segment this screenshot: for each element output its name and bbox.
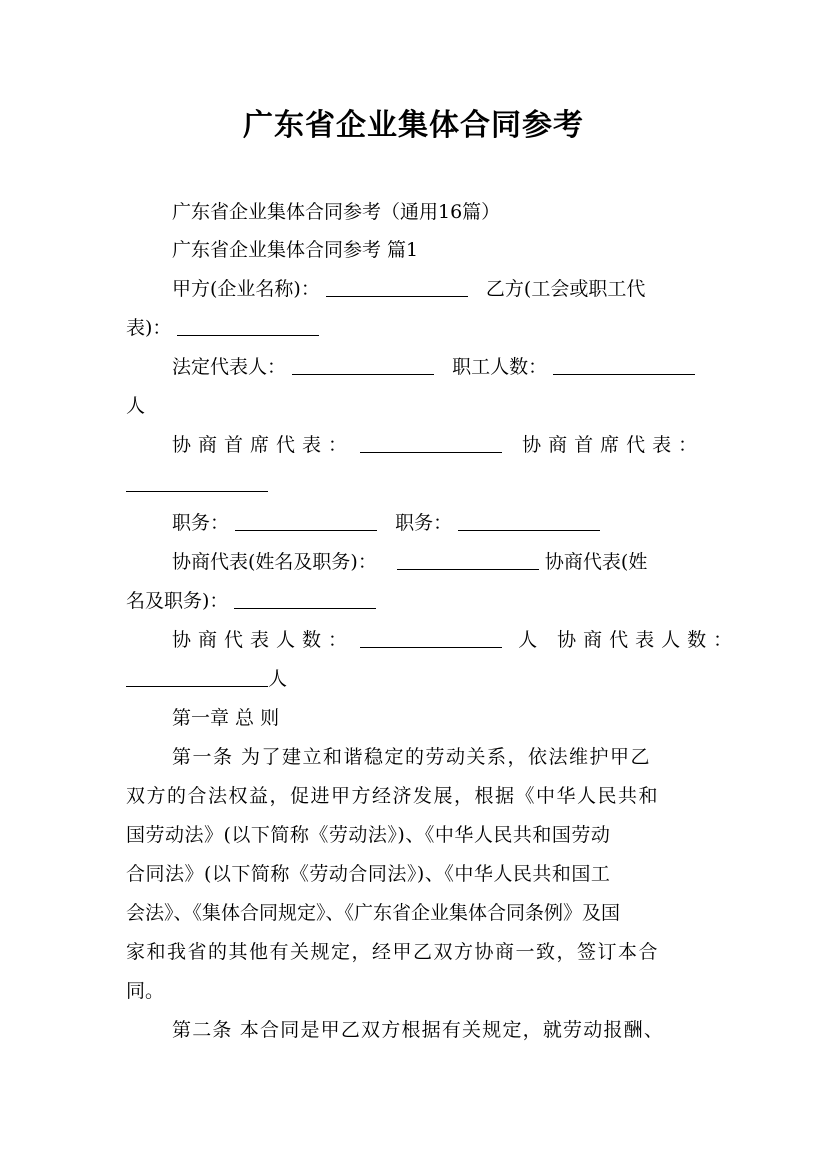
chief-rep-line — [172, 426, 706, 465]
rep-name-a-blank — [397, 549, 539, 570]
rep-count-a-label: 协商代表人数： — [172, 629, 355, 651]
rep-count-unit: 人 — [268, 668, 288, 690]
article-1-line-4: 合同法》(以下简称《劳动合同法》)、《中华人民共和国工 — [126, 863, 611, 885]
rep-count-a-blank — [360, 627, 502, 648]
chief-rep-b-label: 协商首席代表： — [522, 434, 705, 456]
chapter-heading: 第一章 总 则 — [172, 707, 280, 729]
staff-unit-line: 人 — [126, 395, 146, 417]
rep-name-line — [172, 543, 706, 582]
party-b-line — [126, 309, 706, 348]
party-a-label: 甲方(企业名称)： — [172, 278, 320, 300]
article-1-line-1: 第一条 为了建立和谐稳定的劳动关系，依法维护甲乙 — [172, 746, 652, 768]
article-1-line-3: 国劳动法》(以下简称《劳动法》)、《中华人民共和国劳动 — [126, 824, 611, 846]
rep-count-b-line — [126, 660, 706, 699]
article-2-line-1: 第二条 本合同是甲乙双方根据有关规定，就劳动报酬、 — [172, 1019, 665, 1041]
chief-rep-b-blank — [126, 471, 268, 492]
rep-name-b-blank — [234, 588, 376, 609]
party-a-line — [172, 270, 706, 309]
rep-name-b-line — [126, 582, 706, 621]
legal-rep-line — [172, 348, 706, 387]
rep-count-b-blank — [126, 666, 268, 687]
section-heading: 广东省企业集体合同参考 篇1 — [172, 239, 419, 261]
position-line — [172, 504, 706, 543]
position-a-blank — [235, 510, 377, 531]
legal-rep-blank — [292, 354, 434, 375]
party-b-blank — [177, 315, 319, 336]
article-1-line-2: 双方的合法权益，促进甲方经济发展，根据《中华人民共和 — [126, 785, 660, 807]
position-b-label: 职务： — [395, 512, 453, 534]
party-a-blank — [326, 276, 468, 297]
article-1-line-5: 会法》、《集体合同规定》、《广东省企业集体合同条例》及国 — [126, 902, 621, 924]
rep-name-a-label: 协商代表(姓名及职务)： — [172, 551, 377, 573]
document-title: 广东省企业集体合同参考 — [243, 108, 584, 143]
chief-rep-a-blank — [360, 432, 502, 453]
rep-name-b-label: 协商代表(姓 — [544, 551, 648, 573]
legal-rep-label: 法定代表人： — [172, 356, 287, 378]
article-1-line-7: 同。 — [126, 980, 165, 1002]
chief-rep-a-label: 协商首席代表： — [172, 434, 355, 456]
rep-count-line — [172, 621, 740, 660]
position-a-label: 职务： — [172, 512, 230, 534]
staff-count-label: 职工人数： — [452, 356, 548, 378]
rep-count-b-label: 人 协商代表人数： — [518, 629, 740, 651]
article-1-line-6: 家和我省的其他有关规定，经甲乙双方协商一致，签订本合 — [126, 941, 660, 963]
subtitle-line: 广东省企业集体合同参考（通用16篇） — [172, 201, 501, 223]
chief-rep-b-line — [126, 465, 706, 504]
party-b-label-cont: 表)： — [126, 317, 172, 339]
position-b-blank — [458, 510, 600, 531]
party-b-label: 乙方(工会或职工代 — [485, 278, 646, 300]
staff-count-blank — [553, 354, 695, 375]
rep-name-b-label-cont: 名及职务)： — [126, 590, 229, 612]
